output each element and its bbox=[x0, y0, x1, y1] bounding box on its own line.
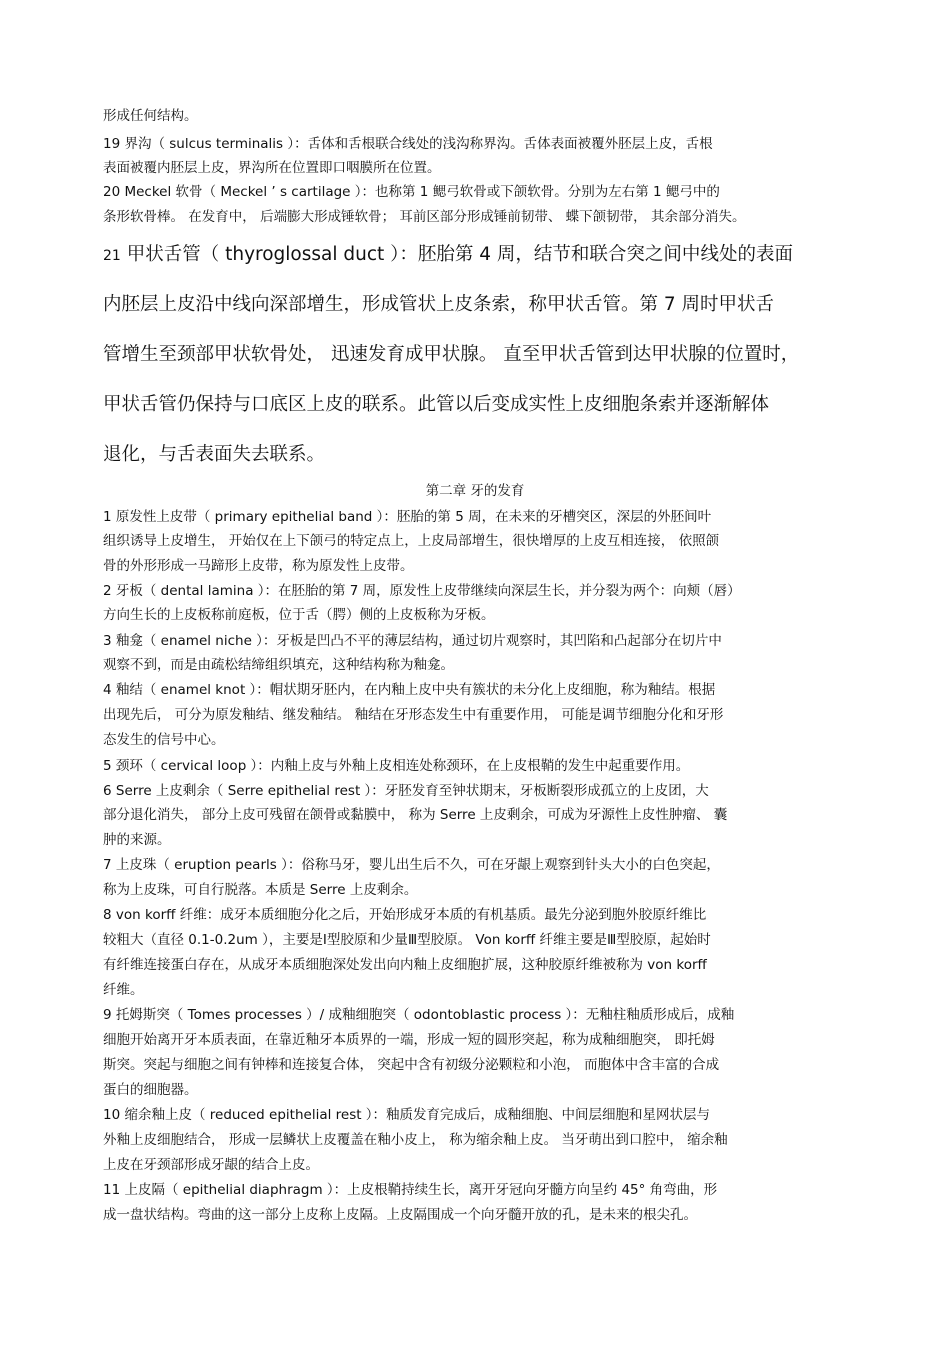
text-line: 观察不到，而是由疏松结缔组织填充，这种结构称为釉龛。 bbox=[103, 657, 454, 673]
text-line: 形成任何结构。 bbox=[103, 108, 198, 124]
text-line: 肿的来源。 bbox=[103, 832, 171, 848]
definition-21-line: 甲状舌管仍保持与口底区上皮的联系。此管以后变成实性上皮细胞条索并逐渐解体 bbox=[103, 394, 770, 415]
text-line: 成一盘状结构。弯曲的这一部分上皮称上皮隔。上皮隔围成一个向牙髓开放的孔，是未来的根尖孔。 bbox=[103, 1207, 697, 1223]
text-line: 5 颈环（ cervical loop ）：内釉上皮与外釉上皮相连处称颈环，在上皮根鞘的发生中起重要作用。 bbox=[103, 758, 690, 774]
text-line: 外釉上皮细胞结合， 形成一层鳞状上皮覆盖在釉小皮上， 称为缩余釉上皮。 当牙萌出到口腔中， 缩余釉 bbox=[103, 1132, 728, 1148]
text-line: 条形软骨棒。 在发育中， 后端膨大形成锤软骨； 耳前区部分形成锤前韧带、 蝶下颌韧带， 其余部分消失。 bbox=[103, 209, 746, 225]
definition-21-line: 管增生至颈部甲状软骨处， 迅速发育成甲状腺。 直至甲状舌管到达甲状腺的位置时， bbox=[103, 344, 800, 365]
text-line: 3 釉龛（ enamel niche ）：牙板是凹凸不平的薄层结构，通过切片观察时，其凹陷和凸起部分在切片中 bbox=[103, 633, 722, 649]
text-line: 2 牙板（ dental lamina ）：在胚胎的第 7 周，原发性上皮带继续向深层生长，并分裂为两个：向颊（唇） bbox=[103, 583, 741, 599]
chapter-heading: 第二章 牙的发育 bbox=[425, 483, 525, 499]
text-line: 8 von korff 纤维：成牙本质细胞分化之后，开始形成牙本质的有机基质。最先分泌到胞外胶原纤维比 bbox=[103, 907, 707, 923]
text-line: 斯突。突起与细胞之间有钟棒和连接复合体， 突起中含有初级分泌颗粒和小泡， 而胞体中含丰富的合成 bbox=[103, 1057, 720, 1073]
text-line: 较粗大（直径 0.1-0.2um ），主要是Ⅰ型胶原和少量Ⅲ型胶原。 Von korff 纤维主要是Ⅲ型胶原，起始时 bbox=[103, 932, 711, 948]
text-line: 1 原发性上皮带（ primary epithelial band ）：胚胎的第 5 周，在未来的牙槽突区，深层的外胚间叶 bbox=[103, 509, 712, 525]
text-line: 11 上皮隔（ epithelial diaphragm ）：上皮根鞘持续生长，离开牙冠向牙髓方向呈约 45° 角弯曲，形 bbox=[103, 1182, 718, 1198]
item-text: 甲状舌管（ thyroglossal duct ）：胚胎第 4 周，结节和联合突之间中线处的表面 bbox=[126, 244, 793, 265]
text-line: 上皮在牙颈部形成牙龈的结合上皮。 bbox=[103, 1157, 319, 1173]
text-line: 19 界沟（ sulcus terminalis ）：舌体和舌根联合线处的浅沟称界沟。舌体表面被覆外胚层上皮，舌根 bbox=[103, 136, 713, 152]
text-line: 7 上皮珠（ eruption pearls ）：俗称马牙，婴儿出生后不久，可在牙龈上观察到针头大小的白色突起， bbox=[103, 857, 720, 873]
definition-21-line bbox=[103, 242, 793, 269]
text-line: 部分退化消失， 部分上皮可残留在颌骨或黏膜中， 称为 Serre 上皮剩余，可成为牙源性上皮性肿瘤、 囊 bbox=[103, 807, 728, 823]
text-line: 纤维。 bbox=[103, 982, 144, 998]
text-line: 蛋白的细胞器。 bbox=[103, 1082, 198, 1098]
text-line: 20 Meckel 软骨（ Meckel ’ s cartilage ）：也称第 1 鳃弓软骨或下颌软骨。分别为左右第 1 鳃弓中的 bbox=[103, 184, 720, 200]
text-line: 表面被覆内胚层上皮，界沟所在位置即口咽膜所在位置。 bbox=[103, 160, 441, 176]
text-line: 9 托姆斯突（ Tomes processes ）/ 成釉细胞突（ odontoblastic process ）：无釉柱釉质形成后，成釉 bbox=[103, 1007, 735, 1023]
text-line: 态发生的信号中心。 bbox=[103, 732, 225, 748]
definition-21-line: 内胚层上皮沿中线向深部增生，形成管状上皮条索，称甲状舌管。第 7 周时甲状舌 bbox=[103, 294, 775, 315]
text-line: 10 缩余釉上皮（ reduced epithelial rest ）：釉质发育完成后，成釉细胞、中间层细胞和星网状层与 bbox=[103, 1107, 711, 1123]
text-line: 出现先后， 可分为原发釉结、继发釉结。 釉结在牙形态发生中有重要作用， 可能是调节细胞分化和牙形 bbox=[103, 707, 724, 723]
definition-21-line: 退化，与舌表面失去联系。 bbox=[103, 444, 326, 465]
text-line: 称为上皮珠，可自行脱落。本质是 Serre 上皮剩余。 bbox=[103, 882, 418, 898]
text-line: 有纤维连接蛋白存在，从成牙本质细胞深处发出向内釉上皮细胞扩展，这种胶原纤维被称为 von korff bbox=[103, 957, 707, 973]
item-number: 21 bbox=[103, 248, 121, 264]
text-line: 4 釉结（ enamel knot ）：帽状期牙胚内，在内釉上皮中央有簇状的未分化上皮细胞，称为釉结。根据 bbox=[103, 682, 716, 698]
text-line: 方向生长的上皮板称前庭板，位于舌（腭）侧的上皮板称为牙板。 bbox=[103, 607, 495, 623]
text-line: 组织诱导上皮增生， 开始仅在上下颌弓的特定点上，上皮局部增生，很快增厚的上皮互相连接， 依照颌 bbox=[103, 533, 720, 549]
text-line: 骨的外形形成一马蹄形上皮带，称为原发性上皮带。 bbox=[103, 558, 414, 574]
text-line: 细胞开始离开牙本质表面，在靠近釉牙本质界的一端，形成一短的圆形突起，称为成釉细胞突， 即托姆 bbox=[103, 1032, 715, 1048]
text-line: 6 Serre 上皮剩余（ Serre epithelial rest ）：牙胚发育至钟状期末，牙板断裂形成孤立的上皮团，大 bbox=[103, 783, 709, 799]
